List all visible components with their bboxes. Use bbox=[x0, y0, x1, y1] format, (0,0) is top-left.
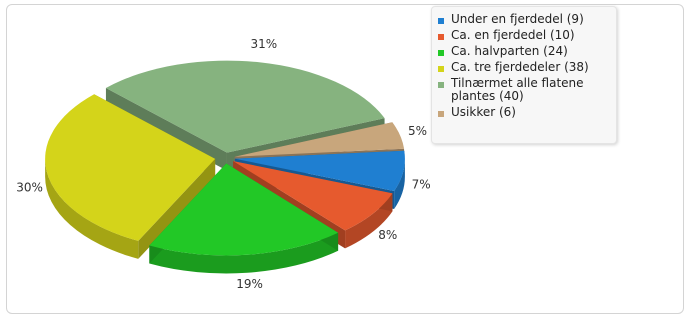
legend bbox=[431, 6, 617, 144]
legend-item[interactable] bbox=[438, 13, 612, 26]
legend-item[interactable] bbox=[438, 61, 612, 74]
legend-label: Under en fjerdedel (9) bbox=[451, 12, 584, 26]
slice-percent-label: 7% bbox=[411, 177, 431, 192]
legend-swatch bbox=[438, 66, 444, 72]
legend-item[interactable] bbox=[438, 77, 612, 103]
legend-swatch bbox=[438, 34, 444, 40]
slice-percent-label: 8% bbox=[378, 227, 398, 242]
legend-swatch bbox=[438, 18, 444, 24]
legend-swatch bbox=[438, 111, 444, 117]
slice-percent-label: 5% bbox=[408, 123, 428, 138]
legend-item[interactable] bbox=[438, 106, 612, 119]
legend-item[interactable] bbox=[438, 29, 612, 42]
legend-swatch bbox=[438, 82, 444, 88]
legend-label: Ca. halvparten (24) bbox=[451, 44, 568, 58]
legend-label: Ca. en fjerdedel (10) bbox=[451, 28, 575, 42]
legend-label: Ca. tre fjerdedeler (38) bbox=[451, 60, 589, 74]
slice-percent-label: 30% bbox=[16, 180, 43, 195]
slice-percent-label: 31% bbox=[250, 37, 278, 52]
legend-swatch bbox=[438, 50, 444, 56]
slice-percent-label: 19% bbox=[236, 276, 263, 291]
legend-item[interactable] bbox=[438, 45, 612, 58]
legend-label: Tilnærmet alle flatene plantes (40) bbox=[451, 76, 584, 103]
legend-label: Usikker (6) bbox=[451, 105, 516, 119]
pie-slices bbox=[45, 61, 405, 274]
